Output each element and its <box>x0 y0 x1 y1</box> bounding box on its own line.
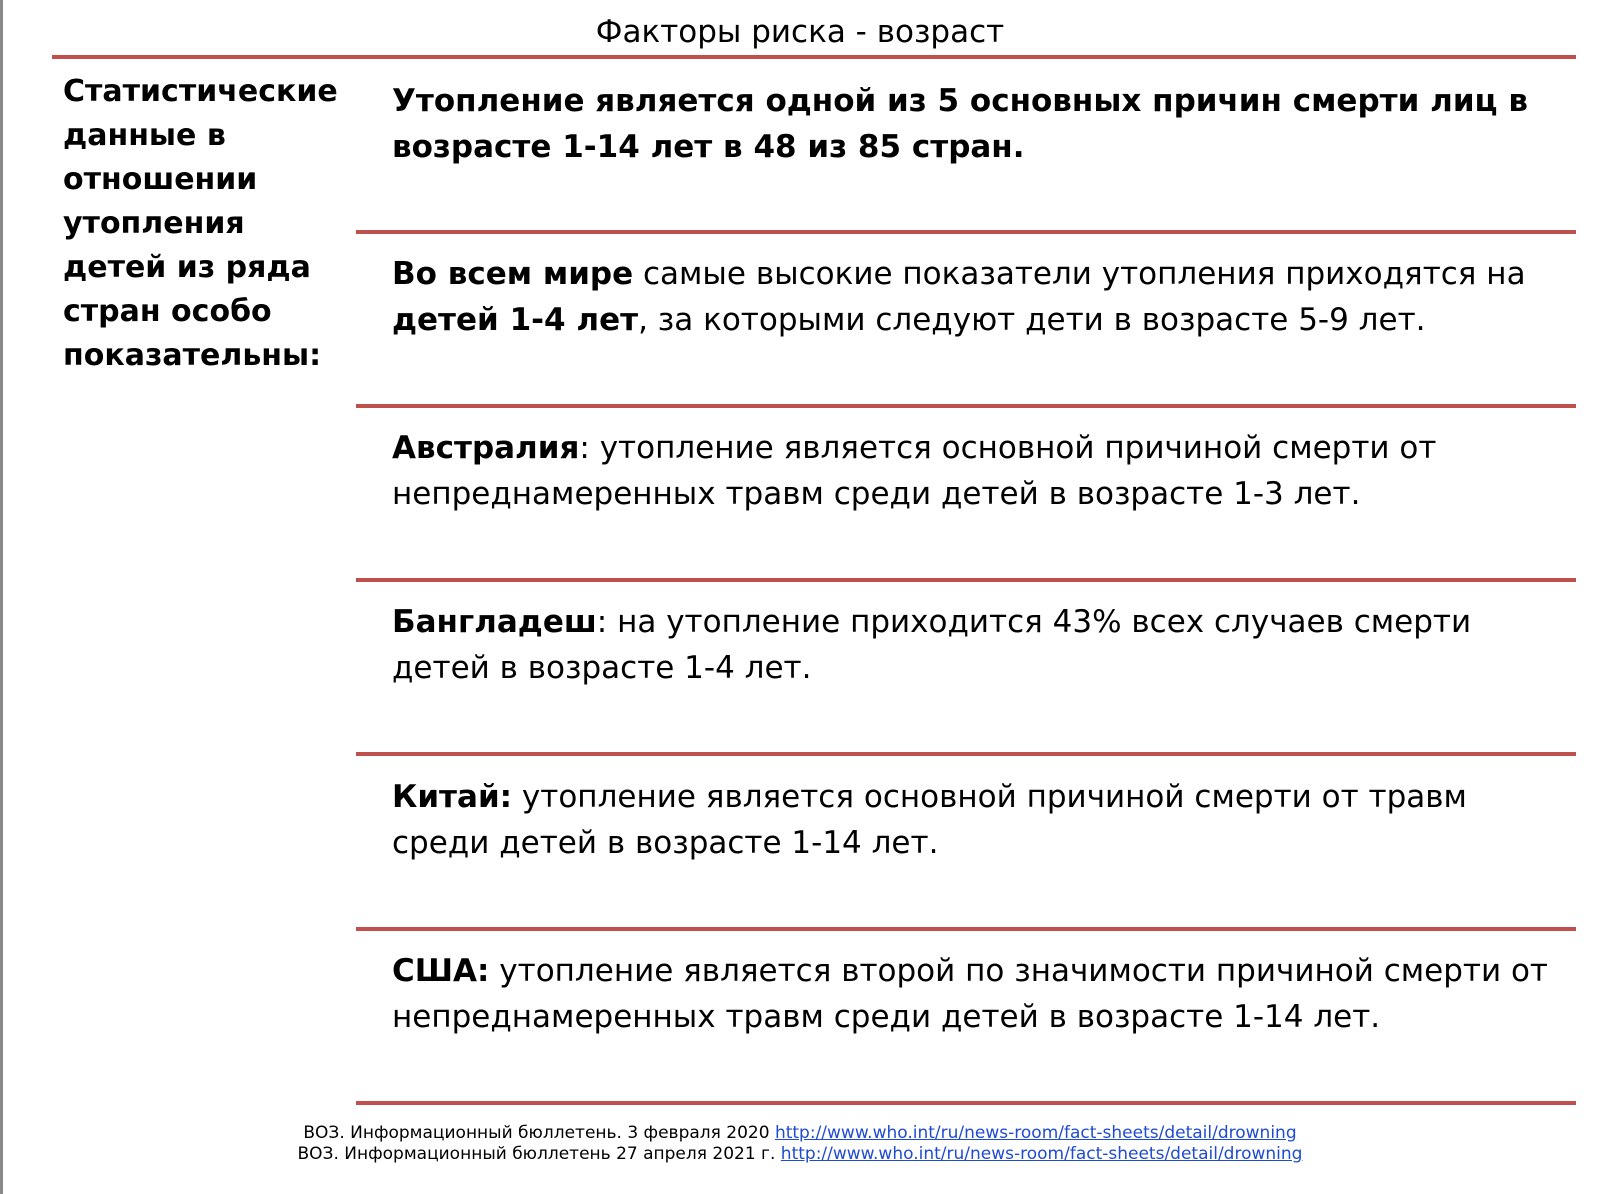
fact-6-text: утопление является второй по значимости причиной смерти от непреднамеренных травм среди детей в возрасте 1-14 лет. <box>392 953 1548 1035</box>
fact-divider-5 <box>356 927 1576 931</box>
fact-2 <box>392 251 1562 343</box>
fact-5 <box>392 774 1562 866</box>
source-2-text: ВОЗ. Информационный бюллетень 27 апреля 2021 г. <box>297 1144 781 1164</box>
fact-4-bold: Бангладеш <box>392 604 597 640</box>
source-1-text: ВОЗ. Информационный бюллетень. 3 февраля 2020 <box>303 1123 775 1143</box>
fact-4 <box>392 599 1562 691</box>
fact-4-text: : на утопление приходится 43% всех случаев смерти детей в возрасте 1-4 лет. <box>392 604 1472 686</box>
fact-divider-6 <box>356 1101 1576 1105</box>
fact-2-text-2: , за которыми следуют дети в возрасте 5-9 лет. <box>638 302 1426 338</box>
sources <box>0 1123 1600 1165</box>
fact-6-bold: США: <box>392 953 490 989</box>
fact-3-text: : утопление является основной причиной смерти от непреднамеренных травм среди детей в возрасте 1-3 лет. <box>392 430 1437 512</box>
slide-title: Факторы риска - возраст <box>595 14 1005 50</box>
fact-divider-3 <box>356 578 1576 582</box>
side-heading: Статистические данные в отношении утопления детей из ряда стран особо показательны: <box>63 74 338 373</box>
title-divider <box>52 55 1576 59</box>
fact-divider-2 <box>356 404 1576 408</box>
fact-1 <box>392 78 1562 170</box>
fact-6 <box>392 948 1562 1040</box>
fact-2-bold-2: детей 1-4 лет <box>392 302 639 338</box>
source-2-link[interactable]: http://www.who.int/ru/news-room/fact-sheets/detail/drowning <box>780 1144 1303 1164</box>
fact-divider-4 <box>356 752 1576 756</box>
fact-3-bold: Австралия <box>392 430 580 466</box>
source-line-2 <box>0 1144 1600 1165</box>
fact-5-text: утопление является основной причиной смерти от травм среди детей в возрасте 1-14 лет. <box>392 779 1467 861</box>
fact-5-bold: Китай: <box>392 779 513 815</box>
fact-divider-1 <box>356 230 1576 234</box>
source-1-link[interactable]: http://www.who.int/ru/news-room/fact-sheets/detail/drowning <box>774 1123 1297 1143</box>
fact-3 <box>392 425 1562 517</box>
fact-2-text: самые высокие показатели утопления приходятся на <box>633 256 1526 292</box>
page-left-edge <box>0 0 3 1194</box>
fact-1-bold: Утопление является одной из 5 основных причин смерти лиц в возрасте 1-14 лет в 48 из 85 стран. <box>392 83 1528 165</box>
source-line-1 <box>0 1123 1600 1144</box>
fact-2-bold: Во всем мире <box>392 256 634 292</box>
